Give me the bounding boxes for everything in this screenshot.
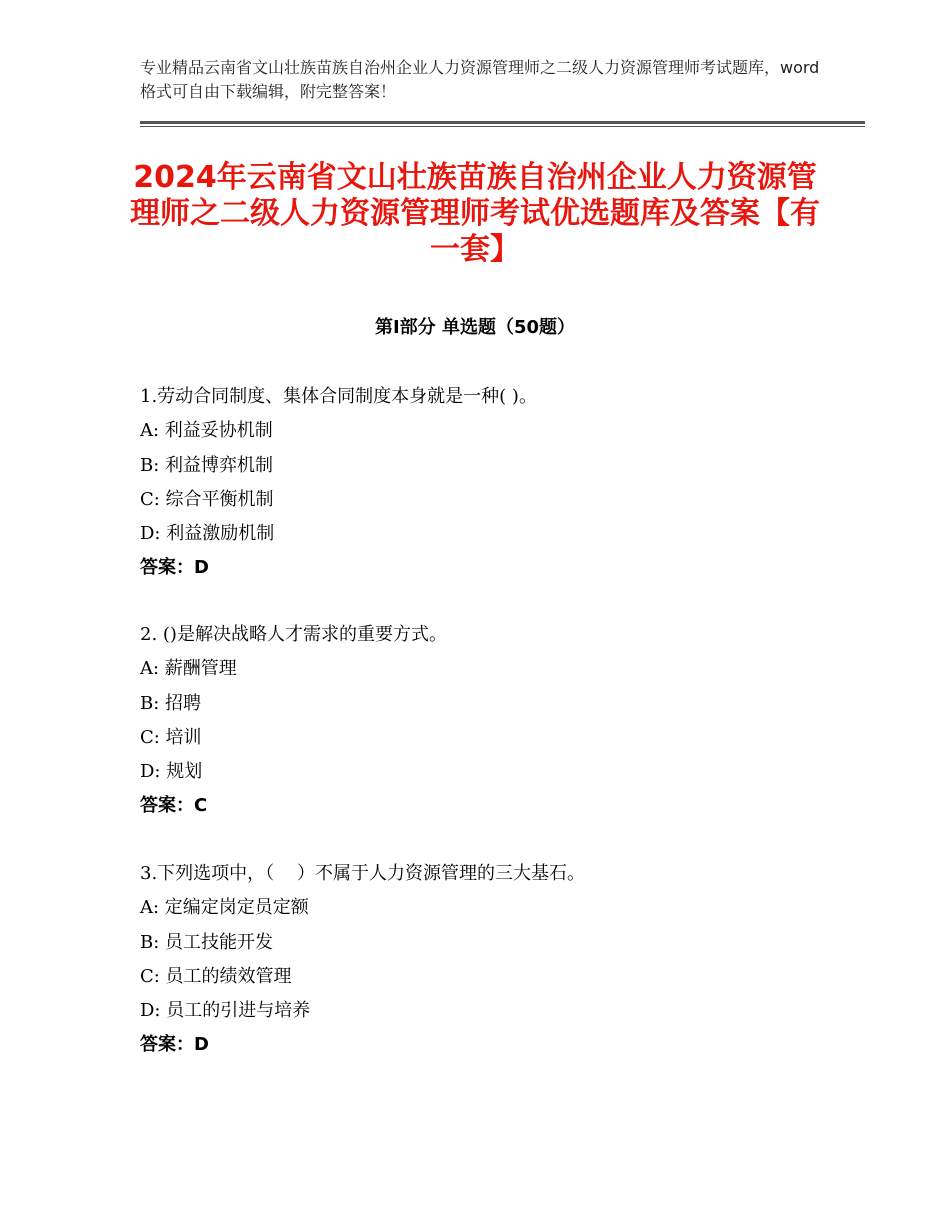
header-divider-thin [140,126,865,127]
header-note: 专业精品云南省文山壮族苗族自治州企业人力资源管理师之二级人力资源管理师考试题库，word格式可自由下载编辑，附完整答案！ [140,58,820,101]
question-3 [140,857,860,1063]
option-b: B: 招聘 [140,692,202,714]
option-a: A: 定编定岗定员定额 [140,897,309,919]
option-b: B: 员工技能开发 [140,931,274,953]
option-a: A: 薪酬管理 [140,658,237,680]
question-1 [140,380,860,586]
document-title: 2024年云南省文山壮族苗族自治州企业人力资源管理师之二级人力资源管理师考试优选题库及答案【有一套】 [130,160,820,267]
section-heading: 第Ⅰ部分 单选题（50题） [374,317,575,338]
option-c: C: 员工的绩效管理 [140,965,292,987]
header-divider-thick [140,121,865,124]
answer: 答案：C [140,795,208,817]
answer: 答案：D [140,557,209,579]
option-d: D: 规划 [140,761,203,783]
option-c: C: 综合平衡机制 [140,488,274,510]
question-stem: 3.下列选项中，（ ）不属于人力资源管理的三大基石。 [140,863,586,884]
option-a: A: 利益妥协机制 [140,420,273,442]
option-c: C: 培训 [140,726,202,748]
option-d: D: 员工的引进与培养 [140,1000,311,1022]
question-stem: 1.劳动合同制度、集体合同制度本身就是一种( )。 [140,386,537,407]
answer: 答案：D [140,1034,209,1056]
question-stem: 2. ()是解决战略人才需求的重要方式。 [140,624,447,645]
question-2 [140,618,860,824]
option-d: D: 利益激励机制 [140,523,275,545]
option-b: B: 利益博弈机制 [140,454,274,476]
